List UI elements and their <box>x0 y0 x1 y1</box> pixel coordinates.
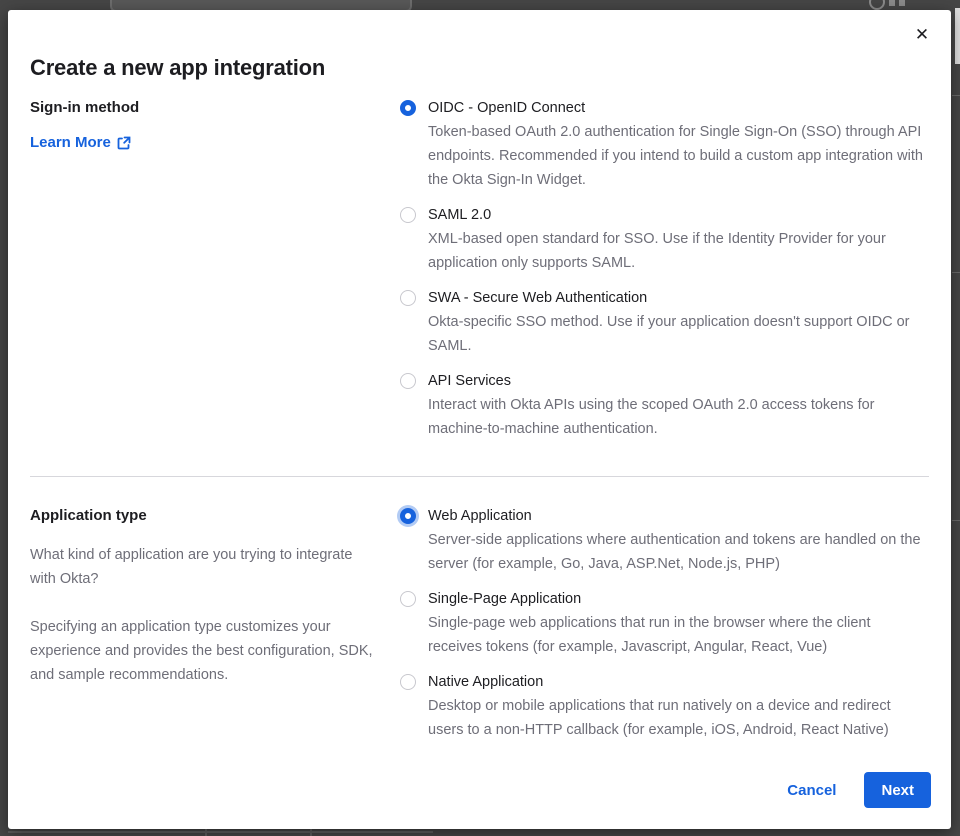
option-api-services[interactable] <box>400 369 928 441</box>
create-app-integration-dialog <box>8 10 951 829</box>
radio-unchecked-icon[interactable] <box>400 207 416 223</box>
section-divider <box>30 476 929 477</box>
radio-unchecked-icon[interactable] <box>400 373 416 389</box>
background-row-line <box>952 272 960 273</box>
next-button[interactable]: Next <box>864 772 931 808</box>
dialog-footer <box>787 772 931 808</box>
external-link-icon <box>117 136 131 150</box>
option-description: Server-side applications where authentication and tokens are handled on the server (for example, Go, Java, ASP.Net, Node.js, PHP) <box>428 532 921 572</box>
option-label[interactable]: SWA - Secure Web Authentication <box>428 290 648 306</box>
option-swa[interactable] <box>400 286 928 358</box>
option-label[interactable]: Web Application <box>428 508 532 524</box>
option-label[interactable]: API Services <box>428 373 511 389</box>
learn-more-link[interactable] <box>30 134 131 151</box>
background-table-line <box>8 831 433 833</box>
option-label[interactable]: Single-Page Application <box>428 591 582 607</box>
option-web-application[interactable] <box>400 504 928 576</box>
option-oidc[interactable] <box>400 96 928 192</box>
application-type-intro: What kind of application are you trying to integrate with Okta? <box>30 547 353 587</box>
option-label[interactable]: SAML 2.0 <box>428 207 492 223</box>
signin-method-options <box>400 96 928 441</box>
option-description: Token-based OAuth 2.0 authentication for Single Sign-On (SSO) through API endpoints. Recommended if you intend to build a custom app integration with the Okta Sign-In Widget. <box>428 124 923 188</box>
signin-method-heading: Sign-in method <box>30 99 140 116</box>
option-saml[interactable] <box>400 203 928 275</box>
background-table-divider <box>205 829 207 836</box>
close-icon[interactable]: ✕ <box>914 25 930 44</box>
option-description: XML-based open standard for SSO. Use if the Identity Provider for your application only supports SAML. <box>428 231 886 271</box>
application-type-left-column <box>30 506 380 687</box>
cancel-button[interactable]: Cancel <box>787 781 837 799</box>
application-type-intro: Specifying an application type customizes your experience and provides the best configuration, SDK, and sample recommendations. <box>30 619 373 683</box>
option-description: Interact with Okta APIs using the scoped OAuth 2.0 access tokens for machine-to-machine authentication. <box>428 397 875 437</box>
radio-checked-icon[interactable] <box>400 100 416 116</box>
background-row-line <box>952 95 960 96</box>
option-description: Desktop or mobile applications that run natively on a device and redirect users to a non-HTTP callback (for example, iOS, Android, React Native) <box>428 698 891 738</box>
radio-unchecked-icon[interactable] <box>400 290 416 306</box>
background-row-line <box>952 520 960 521</box>
radio-checked-icon[interactable] <box>400 508 416 524</box>
learn-more-label: Learn More <box>30 134 111 151</box>
application-type-heading: Application type <box>30 507 147 524</box>
background-apps-grid-icon <box>889 0 905 6</box>
option-description: Okta-specific SSO method. Use if your application doesn't support OIDC or SAML. <box>428 314 910 354</box>
application-type-options <box>400 504 928 742</box>
signin-method-left-column <box>30 98 380 152</box>
option-label[interactable]: OIDC - OpenID Connect <box>428 100 586 116</box>
option-single-page-application[interactable] <box>400 587 928 659</box>
option-description: Single-page web applications that run in the browser where the client receives tokens (for example, Javascript, Angular, React, Vue) <box>428 615 871 655</box>
radio-unchecked-icon[interactable] <box>400 674 416 690</box>
dialog-title: Create a new app integration <box>30 54 326 80</box>
option-native-application[interactable] <box>400 670 928 742</box>
background-page-edge <box>955 8 960 64</box>
radio-unchecked-icon[interactable] <box>400 591 416 607</box>
background-search-icon <box>869 0 885 10</box>
option-label[interactable]: Native Application <box>428 674 544 690</box>
background-table-divider <box>310 829 312 836</box>
